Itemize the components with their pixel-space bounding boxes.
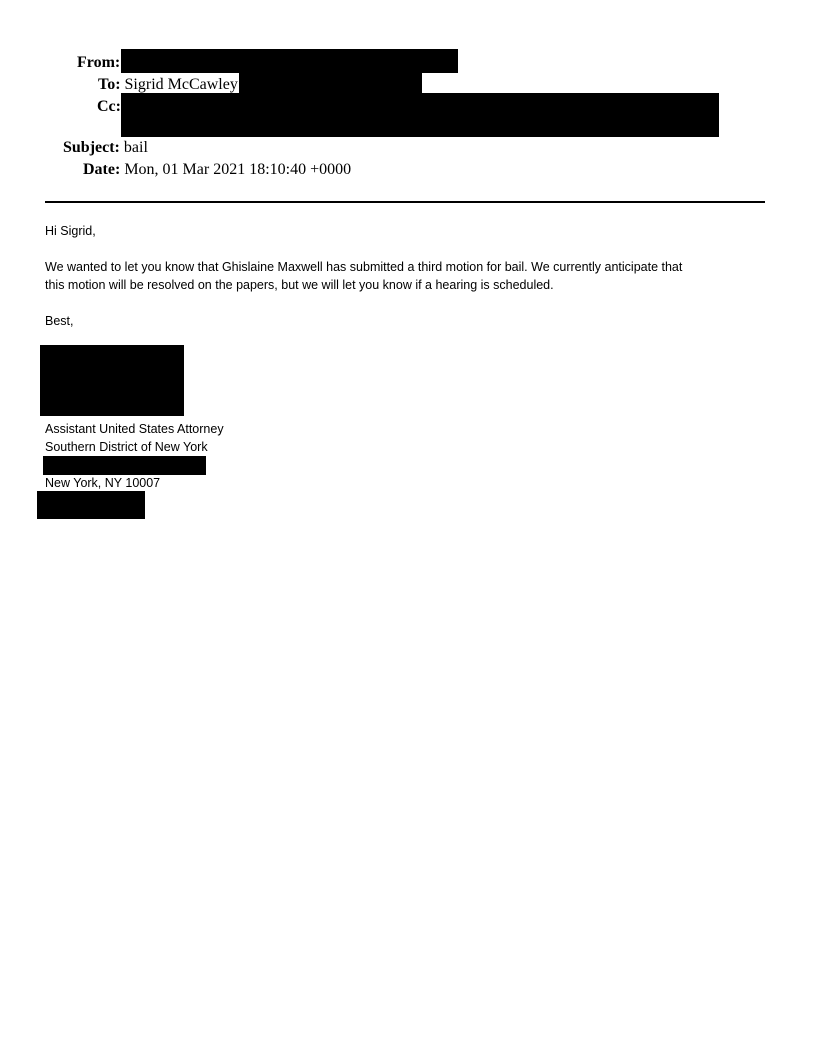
message-line-2: this motion will be resolved on the papers, but we will let you know if a hearing is scheduled. [45,278,554,292]
closing: Best, [45,314,74,328]
date-row [83,160,351,180]
date-label: Date: [83,161,121,178]
cc-row [97,97,121,117]
from-label: From: [77,54,121,71]
cc-label: Cc: [97,98,121,115]
to-row [98,75,238,95]
to-value: Sigrid McCawley [124,76,238,93]
signature-title: Assistant United States Attorney [45,422,224,436]
to-redaction [239,73,422,93]
signature-city: New York, NY 10007 [45,476,161,490]
subject-row [63,138,148,158]
signature-phone-redaction [37,491,145,519]
to-label: To: [98,76,121,93]
subject-label: Subject: [63,139,120,156]
header-divider [45,201,765,203]
signature-office: Southern District of New York [45,440,208,454]
signature-address-redaction [43,456,206,475]
cc-redaction [121,93,719,137]
from-row [77,53,120,73]
subject-value: bail [123,139,148,156]
date-value: Mon, 01 Mar 2021 18:10:40 +0000 [124,161,352,178]
message-line-1: We wanted to let you know that Ghislaine Maxwell has submitted a third motion for bail. We currently anticipate that [45,260,683,274]
signature-name-redaction [40,345,184,416]
from-redaction [121,49,458,73]
greeting: Hi Sigrid, [45,224,96,238]
